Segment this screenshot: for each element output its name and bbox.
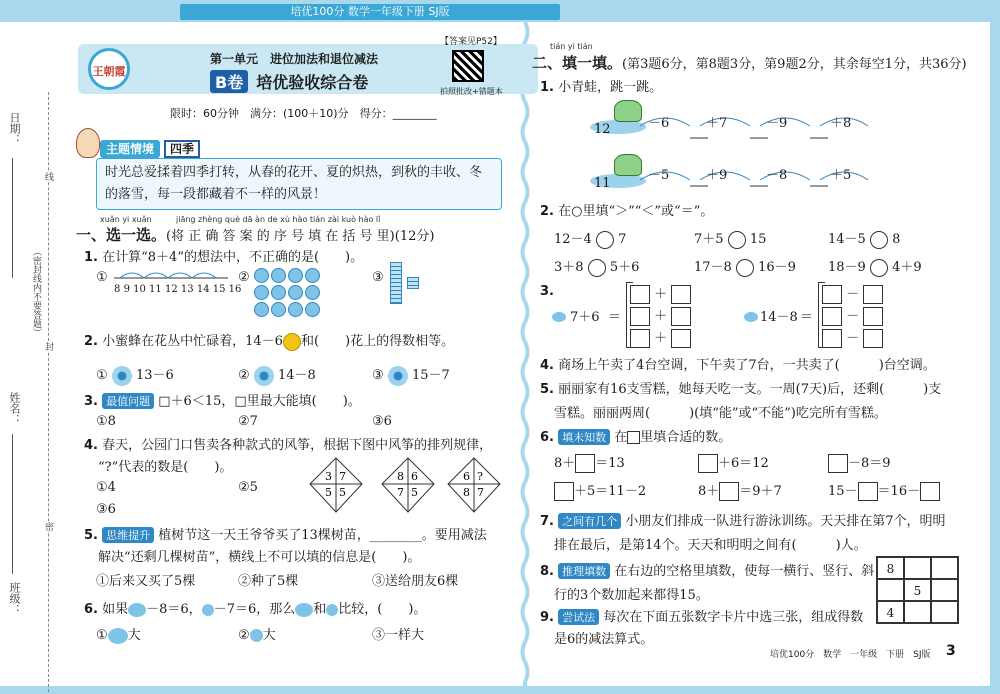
bird-icon xyxy=(744,312,758,322)
compare-left: 17－8 xyxy=(694,260,732,275)
answer-box[interactable] xyxy=(863,285,883,304)
section2-heading xyxy=(532,52,967,73)
kite2-n4: 5 xyxy=(411,486,418,499)
s2-q9-line1 xyxy=(540,606,863,625)
s2-q9-num: 9. xyxy=(540,610,554,625)
kite1-n2: 7 xyxy=(339,470,346,483)
compare-right: 16－9 xyxy=(758,260,796,275)
s2-q3-left-expr: 7＋6 xyxy=(570,310,600,325)
section1-instr: (将 正 确 答 案 的 序 号 填 在 括 号 里)(12分) xyxy=(166,229,435,244)
eq-part: 8＋ xyxy=(554,456,576,471)
frog-row1-op4: ＋8 xyxy=(830,116,852,131)
s2-q4 xyxy=(540,354,936,373)
compare-item xyxy=(554,256,639,277)
unit-title: 第一单元 进位加法和退位减法 xyxy=(210,52,379,66)
kite2-n2: 6 xyxy=(411,470,418,483)
ruler-label: 8 xyxy=(114,284,121,295)
answer-box[interactable] xyxy=(671,285,691,304)
s2-q7-tag: 之间有几个 xyxy=(558,513,621,529)
s2-q4-text: 商场上午卖了4台空调，下午卖了7台，一共卖了( )台空调。 xyxy=(558,358,936,373)
eq-part: ＝9＋7 xyxy=(739,484,782,499)
magic-cell[interactable] xyxy=(931,557,958,579)
class-label: 班级： xyxy=(8,582,21,615)
kite2-n1: 8 xyxy=(397,470,404,483)
kite-icon xyxy=(444,456,504,516)
big-apple-icon xyxy=(128,603,146,617)
s1-q6-eq1: －8＝6， xyxy=(146,602,202,617)
s1-q2-option-1[interactable] xyxy=(96,364,174,386)
kite3-n2: ? xyxy=(477,470,483,483)
eq-part: ＝16－ xyxy=(877,484,921,499)
compare-circle[interactable] xyxy=(870,259,888,277)
paper-title: 培优验收综合卷 xyxy=(256,73,369,92)
date-line xyxy=(12,158,13,278)
bird-icon xyxy=(552,312,566,322)
compare-item xyxy=(554,228,626,249)
s2-q3-left-eq: ＝ xyxy=(608,310,622,325)
s2-q1-text: 小青蛙，跳一跳。 xyxy=(558,80,663,95)
ruler-labels xyxy=(114,284,241,295)
answer-box[interactable] xyxy=(863,329,883,348)
s2-q8-text2: 行的3个数加起来都得15。 xyxy=(554,588,709,603)
time-score-line: 限时：60分钟 满分：(100＋10)分 得分：________ xyxy=(170,107,437,120)
frog-row2-op1: －5 xyxy=(648,168,670,183)
s2-q1 xyxy=(540,76,662,95)
kite1-n1: 3 xyxy=(325,470,332,483)
ruler-label: 11 xyxy=(149,284,162,295)
s1-q6 xyxy=(84,598,426,617)
s2-q5-num: 5. xyxy=(540,382,554,397)
compare-item xyxy=(828,256,922,277)
big-apple-icon xyxy=(295,603,313,617)
answer-box[interactable] xyxy=(828,454,848,473)
s2-q3-right-expr: 14－8 xyxy=(760,310,798,325)
compare-item xyxy=(828,228,900,249)
s1-q3-opt2[interactable]: ②7 xyxy=(238,414,258,429)
frog-row1-op2: ＋7 xyxy=(706,116,728,131)
s1-q1-text: 在计算“8＋4”的想法中，不正确的是( )。 xyxy=(102,250,364,265)
s2-q3-num-text: 3. xyxy=(540,284,554,299)
s1-q4-opt3[interactable]: ③6 xyxy=(96,502,116,517)
s1-q5-opt2[interactable]: ②种了5棵 xyxy=(238,574,299,589)
s2-q3-right-eq: ＝ xyxy=(800,310,814,325)
compare-right: 5＋6 xyxy=(609,260,640,275)
compare-item xyxy=(694,228,766,249)
kite1-n3: 5 xyxy=(325,486,332,499)
s2-q6-tag: 填未知数 xyxy=(558,429,610,445)
frog-row2-op3: －8 xyxy=(766,168,788,183)
flower-icon xyxy=(254,366,274,386)
answer-box[interactable] xyxy=(822,307,842,326)
kite2-n3: 7 xyxy=(397,486,404,499)
ruler-label: 13 xyxy=(180,284,194,295)
answer-box[interactable] xyxy=(698,454,718,473)
eq-part: ＝13 xyxy=(595,456,625,471)
opt-label: ② xyxy=(238,368,250,383)
paper-tag: B卷 xyxy=(210,70,248,93)
ruler-label: 10 xyxy=(133,284,146,295)
big-apple-icon xyxy=(108,628,128,644)
counting-dots-icon xyxy=(254,268,320,317)
op: ＋ xyxy=(654,287,668,302)
s1-q6-option-1[interactable] xyxy=(96,624,141,644)
magic-square-grid xyxy=(876,556,959,624)
s1-q6-text-b: 和 xyxy=(313,602,327,617)
girl-illustration-icon xyxy=(76,128,100,158)
compare-left: 7＋5 xyxy=(694,232,724,247)
kite3-n1: 6 xyxy=(463,470,470,483)
frog-row2-op4: ＋5 xyxy=(830,168,852,183)
s1-q1-opt2[interactable]: ② xyxy=(238,270,250,285)
frog-row1-start: 12 xyxy=(594,122,611,137)
seal-mark-secret: 密 xyxy=(43,522,53,531)
s2-q5-line1 xyxy=(540,378,941,397)
eq-part: ＋6＝12 xyxy=(718,456,769,471)
magic-cell[interactable] xyxy=(931,579,958,601)
frog-row1-op1: －6 xyxy=(648,116,670,131)
s2-q9-text2: 是6的减法算式。 xyxy=(554,632,654,647)
cut-line xyxy=(48,92,49,692)
right-frame xyxy=(990,0,1000,694)
s1-q3 xyxy=(84,390,361,409)
answers-ref: 【答案见P52】 xyxy=(440,37,502,47)
s1-q5-line1 xyxy=(84,524,487,543)
section1-heading xyxy=(76,224,434,245)
s1-q3-tag: 最值问题 xyxy=(102,393,154,409)
compare-circle[interactable] xyxy=(736,259,754,277)
compare-item xyxy=(694,256,796,277)
magic-cell[interactable]: 8 xyxy=(877,557,904,579)
s2-q2-text: 在○里填“＞”“＜”或“＝”。 xyxy=(558,204,714,219)
kite-icon xyxy=(306,456,366,516)
qr-caption: 拍照批改+错题本 xyxy=(440,87,503,96)
footer-text: 培优100分 数学 一年级 下册 SJ版 xyxy=(770,650,931,660)
s1-q1-num: 1. xyxy=(84,250,98,265)
s1-q2-option-3[interactable] xyxy=(372,364,450,386)
compare-right: 4＋9 xyxy=(892,260,922,275)
sec1-title-pinyin: xuǎn yi xuǎn xyxy=(100,215,152,224)
seal-mark-line: 线 xyxy=(43,172,53,181)
op: － xyxy=(846,287,860,302)
s1-q4-opt1[interactable]: ①4 xyxy=(96,480,116,495)
kite3-n4: 7 xyxy=(477,486,484,499)
op: ＋ xyxy=(654,309,668,324)
s2-q3-right-boxes xyxy=(822,284,883,350)
kite3-n3: 8 xyxy=(463,486,470,499)
small-apple-icon xyxy=(202,604,214,616)
compare-left: 12－4 xyxy=(554,232,592,247)
magic-cell[interactable] xyxy=(931,601,958,623)
unknown-eq xyxy=(698,452,769,473)
section1-title: 一、选一选。 xyxy=(76,226,167,244)
section2-instr: (第3题6分，第8题3分，第9题2分，其余每空1分，共36分) xyxy=(622,57,967,72)
s2-q6-text2: 里填合适的数。 xyxy=(640,430,732,445)
s2-q6-text: 在 xyxy=(614,430,628,445)
opt-label: ② xyxy=(238,628,250,643)
answer-box[interactable] xyxy=(858,482,878,501)
magic-cell[interactable]: 5 xyxy=(904,579,931,601)
answer-box[interactable] xyxy=(630,285,650,304)
small-apple-icon xyxy=(250,629,263,642)
frog-row2-start: 11 xyxy=(594,176,611,191)
s1-q2-option-2[interactable] xyxy=(238,364,316,386)
bottom-frame xyxy=(0,686,1000,694)
op: ＋ xyxy=(654,331,668,346)
qr-code-icon[interactable] xyxy=(452,50,484,82)
s1-q4-text2: “?”代表的数是( )。 xyxy=(98,460,233,475)
opt-label: ① xyxy=(96,628,108,643)
s1-q5-tag: 思维提升 xyxy=(102,527,154,543)
ruler-label: 16 xyxy=(228,284,242,295)
tens-rod-icon xyxy=(390,262,419,304)
seal-mark-seal: 封 xyxy=(43,342,53,351)
compare-left: 18－9 xyxy=(828,260,866,275)
s2-q4-num: 4. xyxy=(540,358,554,373)
ruler-label: 15 xyxy=(212,284,226,295)
unknown-eq xyxy=(828,480,940,501)
s1-q4-num: 4. xyxy=(84,438,98,453)
s2-q7-text2: 排在最后，是第14个。天天和明明之间有( )人。 xyxy=(554,538,867,553)
binding-margin xyxy=(0,22,72,686)
brand-logo: 王朝霞 xyxy=(88,48,130,90)
frog-row2-op2: ＋9 xyxy=(706,168,728,183)
theme-tag: 主题情境 xyxy=(100,140,160,158)
answer-box[interactable] xyxy=(863,307,883,326)
opt-value: 大 xyxy=(127,628,141,643)
answer-box[interactable] xyxy=(630,307,650,326)
answer-box[interactable] xyxy=(719,482,739,501)
s1-q5-text1: 植树节这一天王爷爷买了13棵树苗，________。要用减法 xyxy=(158,528,487,543)
s1-q6-eq2: －7＝6，那么 xyxy=(213,602,296,617)
unknown-eq xyxy=(554,452,625,473)
s2-q5-text1: 丽丽家有16支雪糕，她每天吃一支。一周(7天)后，还剩( )支 xyxy=(558,382,942,397)
answer-box[interactable] xyxy=(671,307,691,326)
unknown-eq xyxy=(698,480,782,501)
s1-q3-opt1[interactable]: ①8 xyxy=(96,414,116,429)
cut-note: （密封线内不要答题） xyxy=(31,247,41,337)
s1-q3-text: □＋6＜15，□里最大能填( )。 xyxy=(158,394,361,409)
s2-q7-num: 7. xyxy=(540,514,554,529)
frog-icon xyxy=(614,100,642,122)
eq-part: 15－ xyxy=(828,484,858,499)
eq-part: 8＋ xyxy=(698,484,720,499)
s1-q1 xyxy=(84,246,363,265)
ruler-label: 9 xyxy=(123,284,130,295)
s1-q4-text1: 春天，公园门口售卖各种款式的风筝，根据下图中风筝的排列规律， xyxy=(102,438,493,453)
answer-box[interactable] xyxy=(554,482,574,501)
s2-q3-num xyxy=(540,284,554,299)
s1-q3-opt3[interactable]: ③6 xyxy=(372,414,392,429)
answer-box[interactable] xyxy=(822,329,842,348)
magic-cell[interactable]: 4 xyxy=(877,601,904,623)
opt-label: ③ xyxy=(372,368,384,383)
section2-title: 二、填一填。 xyxy=(532,54,623,72)
opt-value: 大 xyxy=(262,628,276,643)
ruler-label: 12 xyxy=(164,284,178,295)
eq-part: －8＝9 xyxy=(848,456,891,471)
s2-q9-tag: 尝试法 xyxy=(558,609,599,625)
s1-q5-num: 5. xyxy=(84,528,98,543)
s1-q3-num: 3. xyxy=(84,394,98,409)
sec2-title-pinyin: tián yi tián xyxy=(550,42,593,51)
flower-icon xyxy=(112,366,132,386)
date-label: 日期： xyxy=(8,112,21,145)
s2-q7-text1: 小朋友们排成一队进行游泳训练。天天排在第7个，明明 xyxy=(625,514,946,529)
magic-cell[interactable] xyxy=(904,557,931,579)
s1-q5-text2: 解决“还剩几棵树苗”，横线上不可以填的信息是( )。 xyxy=(98,550,421,565)
kite-icon xyxy=(378,456,438,516)
answer-box[interactable] xyxy=(920,482,940,501)
s1-q5-opt1[interactable]: ①后来又买了5棵 xyxy=(96,574,196,589)
compare-left: 14－5 xyxy=(828,232,866,247)
s2-q1-num: 1. xyxy=(540,80,554,95)
s1-q2-expr: 14－6 xyxy=(245,334,283,349)
eq-part: ＋5＝11－2 xyxy=(574,484,647,499)
theme-season: 四季 xyxy=(164,140,200,158)
s2-q2-num: 2. xyxy=(540,204,554,219)
magic-cell[interactable] xyxy=(904,601,931,623)
top-banner: 培优100分 数学一年级下册 SJ版 xyxy=(180,4,560,20)
s1-q6-option-3[interactable]: ③一样大 xyxy=(372,628,425,643)
magic-cell[interactable] xyxy=(877,579,904,601)
opt-value: 14－8 xyxy=(277,368,316,383)
s2-q5-text2: 雪糕。丽丽两周( )(填“能”或“不能”)吃完所有雪糕。 xyxy=(554,406,887,421)
page-number: 3 xyxy=(946,643,956,659)
s2-q9-text1: 每次在下面五张数字卡片中选三张，组成得数 xyxy=(603,610,864,625)
name-line xyxy=(12,434,13,574)
s2-q3-left-boxes xyxy=(630,284,691,350)
s2-q6 xyxy=(540,426,731,445)
compare-left: 3＋8 xyxy=(554,260,584,275)
flower-icon xyxy=(388,366,408,386)
name-label: 姓名： xyxy=(8,392,21,425)
s1-q6-text-c: 比较，( )。 xyxy=(338,602,427,617)
theme-line xyxy=(100,140,200,157)
opt-value: 15－7 xyxy=(411,368,450,383)
kite1-n4: 5 xyxy=(339,486,346,499)
s2-q7-line1 xyxy=(540,510,946,529)
compare-circle[interactable] xyxy=(728,231,746,249)
bee-icon xyxy=(283,333,301,351)
unknown-eq xyxy=(554,480,646,501)
s1-q2 xyxy=(84,330,454,351)
answer-box[interactable] xyxy=(671,329,691,348)
compare-circle[interactable] xyxy=(870,231,888,249)
s1-q6-text-a: 如果 xyxy=(102,602,129,617)
small-apple-icon xyxy=(326,604,338,616)
frog-icon xyxy=(614,154,642,176)
compare-right: 7 xyxy=(618,232,627,247)
compare-circle[interactable] xyxy=(596,231,614,249)
s2-q2 xyxy=(540,200,713,219)
s1-q2-text-a: 小蜜蜂在花丛中忙碌着， xyxy=(102,334,246,349)
answer-box[interactable] xyxy=(822,285,842,304)
opt-value: 13－6 xyxy=(135,368,174,383)
s2-q8-num: 8. xyxy=(540,564,554,579)
s2-q8-line1 xyxy=(540,560,874,579)
unknown-eq xyxy=(828,452,891,473)
answer-box[interactable] xyxy=(630,329,650,348)
s1-q4-line1 xyxy=(84,434,492,453)
s1-q2-num: 2. xyxy=(84,334,98,349)
s1-q5-opt3[interactable]: ③送给朋友6棵 xyxy=(372,574,459,589)
op: － xyxy=(846,331,860,346)
s1-q1-opt1[interactable]: ① xyxy=(96,270,108,285)
op: － xyxy=(846,309,860,324)
s1-q6-option-2[interactable] xyxy=(238,624,276,643)
s2-q8-text1: 在右边的空格里填数，使每一横行、竖行、斜 xyxy=(614,564,875,579)
compare-right: 15 xyxy=(749,232,767,247)
square-symbol xyxy=(627,431,640,444)
center-wave-divider xyxy=(520,22,530,694)
sec1-instr-pinyin: jiāng zhèng què dā àn de xù hào tián zài kuò hào lǐ xyxy=(176,215,381,224)
s1-q2-text-b: 和( )花上的得数相等。 xyxy=(300,334,455,349)
s1-q4-opt2[interactable]: ②5 xyxy=(238,480,258,495)
s2-q6-num: 6. xyxy=(540,430,554,445)
ruler-label: 14 xyxy=(196,284,210,295)
paper-title-row xyxy=(210,70,368,93)
compare-circle[interactable] xyxy=(588,259,606,277)
answer-box[interactable] xyxy=(575,454,595,473)
frog-row1-op3: －9 xyxy=(766,116,788,131)
opt-label: ① xyxy=(96,368,108,383)
s2-q8-tag: 推理填数 xyxy=(558,563,610,579)
s1-q1-opt3[interactable]: ③ xyxy=(372,270,384,285)
s1-q6-num: 6. xyxy=(84,602,98,617)
compare-right: 8 xyxy=(892,232,901,247)
theme-story: 时光总爱揉着四季打转，从春的花开、夏的炽热，到秋的丰收、冬的落雪，每一段都藏着不一样的风景！ xyxy=(96,158,502,210)
